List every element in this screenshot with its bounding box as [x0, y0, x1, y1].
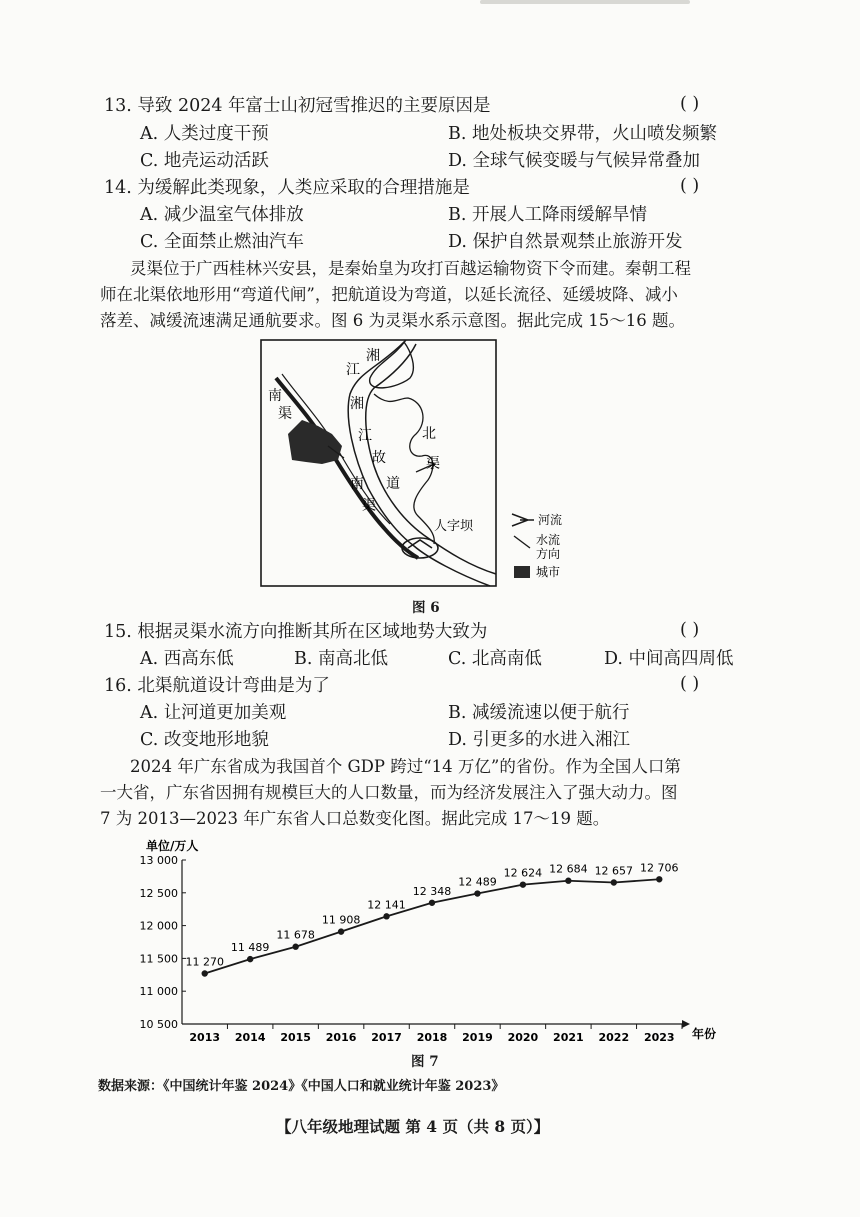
- chart-x-tick-label: 2022: [598, 1031, 630, 1044]
- chart-data-point: [565, 878, 571, 884]
- question-13-option-c[interactable]: C. 地壳运动活跃: [140, 151, 269, 171]
- question-13-answer-blank[interactable]: ( ): [680, 94, 700, 114]
- map-label: 江: [346, 362, 360, 378]
- data-source: 数据来源：《中国统计年鉴 2024》《中国人口和就业统计年鉴 2023》: [98, 1079, 505, 1094]
- chart-x-tick-label: 2023: [643, 1031, 675, 1044]
- legend-river-icon: [512, 514, 534, 526]
- page-edge-scrap: [480, 0, 690, 4]
- legend-flow-label-2: 方向: [536, 547, 561, 561]
- question-16-answer-blank[interactable]: ( ): [680, 674, 700, 694]
- chart-data-point: [520, 881, 526, 887]
- chart-data-point: [292, 944, 298, 950]
- chart-data-label: 12 141: [367, 898, 406, 912]
- map-label: 湘: [366, 348, 380, 364]
- chart-data-label: 12 348: [412, 884, 452, 898]
- legend-city-label: 城市: [536, 565, 561, 579]
- chart-data-point: [474, 890, 480, 896]
- chart-data-point: [429, 900, 435, 906]
- chart-x-tick-label: 2020: [507, 1031, 539, 1044]
- legend-river-label: 河流: [538, 513, 563, 527]
- map-label: 道: [386, 476, 400, 492]
- question-16-option-b[interactable]: B. 减缓流速以便于航行: [448, 703, 630, 723]
- map-label: 渠: [278, 406, 292, 422]
- question-14-answer-blank[interactable]: ( ): [680, 176, 700, 196]
- chart-data-point: [202, 970, 208, 976]
- chart-ylabel: 单位/万人: [146, 839, 199, 853]
- question-15-stem: 15. 根据灵渠水流方向推断其所在区域地势大致为: [104, 622, 488, 642]
- chart-x-tick-label: 2018: [416, 1031, 448, 1044]
- map-label: 人字坝: [434, 519, 474, 534]
- passage-guangdong-line-1: 2024 年广东省成为我国首个 GDP 跨过“14 万亿”的省份。作为全国人口第: [130, 757, 681, 776]
- chart-x-tick-label: 2015: [280, 1031, 311, 1044]
- legend-flow-icon: [514, 536, 530, 548]
- passage-guangdong-line-2: 一大省，广东省因拥有规模巨大的人口数量，而为经济发展注入了强大动力。图: [100, 783, 678, 802]
- map-label: 南: [268, 388, 282, 404]
- lingqu-water-system-map: [258, 338, 578, 592]
- question-13-option-b[interactable]: B. 地处板块交界带，火山喷发频繁: [448, 124, 717, 144]
- map-label: 南: [350, 476, 364, 492]
- chart-data-point: [383, 913, 389, 919]
- chart-data-label: 11 270: [185, 955, 224, 969]
- chart-x-axis-arrow-icon: [682, 1020, 690, 1028]
- chart-xlabel: 年份: [692, 1027, 717, 1041]
- chart-x-tick-label: 2021: [553, 1031, 584, 1044]
- chart-x-tick-label: 2013: [189, 1031, 221, 1044]
- question-15-option-b[interactable]: B. 南高北低: [294, 649, 388, 669]
- question-16-option-d[interactable]: D. 引更多的水进入湘江: [448, 730, 631, 750]
- passage-lingqu-line-1: 灵渠位于广西桂林兴安县，是秦始皇为攻打百越运输物资下令而建。秦朝工程: [130, 259, 691, 278]
- passage-guangdong-line-3: 7 为 2013—2023 年广东省人口总数变化图。据此完成 17～19 题。: [100, 809, 610, 828]
- map-label: 江: [358, 428, 372, 444]
- question-13-option-a[interactable]: A. 人类过度干预: [140, 124, 269, 144]
- chart-y-tick-label: 13 000: [139, 854, 178, 867]
- legend-flow-label: 水流: [536, 533, 561, 547]
- question-14-option-c[interactable]: C. 全面禁止燃油汽车: [140, 232, 304, 252]
- passage-guangdong: [100, 754, 760, 832]
- map-label: 渠: [426, 456, 440, 472]
- chart-data-point: [611, 879, 617, 885]
- chart-data-point: [247, 956, 253, 962]
- chart-y-tick-label: 11 000: [139, 985, 178, 999]
- figure-6-caption: 图 6: [412, 600, 440, 616]
- map-label: 湘: [350, 396, 364, 412]
- figure-7-caption: 图 7: [411, 1054, 439, 1070]
- question-15-answer-blank[interactable]: ( ): [680, 620, 700, 640]
- chart-x-tick-label: 2016: [325, 1031, 357, 1044]
- chart-data-point: [338, 928, 344, 934]
- map-label: 渠: [362, 498, 376, 514]
- passage-lingqu-line-2: 师在北渠依地形用“弯道代闸”，把航道设为弯道，以延长流径、延缓坡降、减小: [100, 285, 678, 304]
- chart-x-tick-label: 2014: [234, 1031, 266, 1044]
- question-14-option-a[interactable]: A. 减少温室气体排放: [140, 205, 304, 225]
- question-16-option-c[interactable]: C. 改变地形地貌: [140, 730, 269, 750]
- question-14-option-b[interactable]: B. 开展人工降雨缓解旱情: [448, 205, 647, 225]
- chart-y-tick-label: 11 500: [139, 952, 178, 966]
- chart-data-label: 12 706: [640, 861, 679, 875]
- chart-data-label: 12 624: [503, 866, 543, 880]
- chart-data-label: 12 684: [549, 862, 588, 876]
- question-15-option-c[interactable]: C. 北高南低: [448, 649, 542, 669]
- page-footer: 【八年级地理试题 第 4 页（共 8 页）】: [276, 1117, 550, 1136]
- chart-x-tick-label: 2019: [462, 1031, 493, 1044]
- guangdong-population-chart: [96, 836, 736, 1058]
- chart-data-label: 12 489: [458, 875, 497, 889]
- chart-data-label: 11 489: [230, 941, 270, 955]
- legend-city-icon: [514, 566, 530, 578]
- chart-y-tick-label: 10 500: [139, 1018, 178, 1031]
- chart-y-tick-label: 12 500: [139, 886, 178, 900]
- passage-lingqu-line-3: 落差、减缓流速满足通航要求。图 6 为灵渠水系示意图。据此完成 15～16 题。: [100, 311, 685, 330]
- question-15-option-d[interactable]: D. 中间高四周低: [604, 649, 734, 669]
- question-14-stem: 14. 为缓解此类现象，人类应采取的合理措施是: [104, 178, 470, 198]
- question-14-option-d[interactable]: D. 保护自然景观禁止旅游开发: [448, 232, 683, 252]
- chart-data-label: 11 678: [276, 928, 315, 942]
- question-16-stem: 16. 北渠航道设计弯曲是为了: [104, 676, 330, 696]
- passage-lingqu: [100, 256, 760, 334]
- chart-data-label: 11 908: [321, 913, 361, 927]
- chart-data-label: 12 657: [594, 864, 634, 878]
- map-label: 故: [372, 450, 386, 466]
- chart-x-tick-label: 2017: [371, 1031, 402, 1044]
- question-13-stem: 13. 导致 2024 年富士山初冠雪推迟的主要原因是: [104, 96, 491, 116]
- chart-data-point: [656, 876, 662, 882]
- question-15-option-a[interactable]: A. 西高东低: [140, 649, 234, 669]
- chart-y-tick-label: 12 000: [139, 919, 178, 933]
- question-13-option-d[interactable]: D. 全球气候变暖与气候异常叠加: [448, 151, 701, 171]
- question-16-option-a[interactable]: A. 让河道更加美观: [140, 703, 287, 723]
- map-label: 北: [422, 426, 436, 442]
